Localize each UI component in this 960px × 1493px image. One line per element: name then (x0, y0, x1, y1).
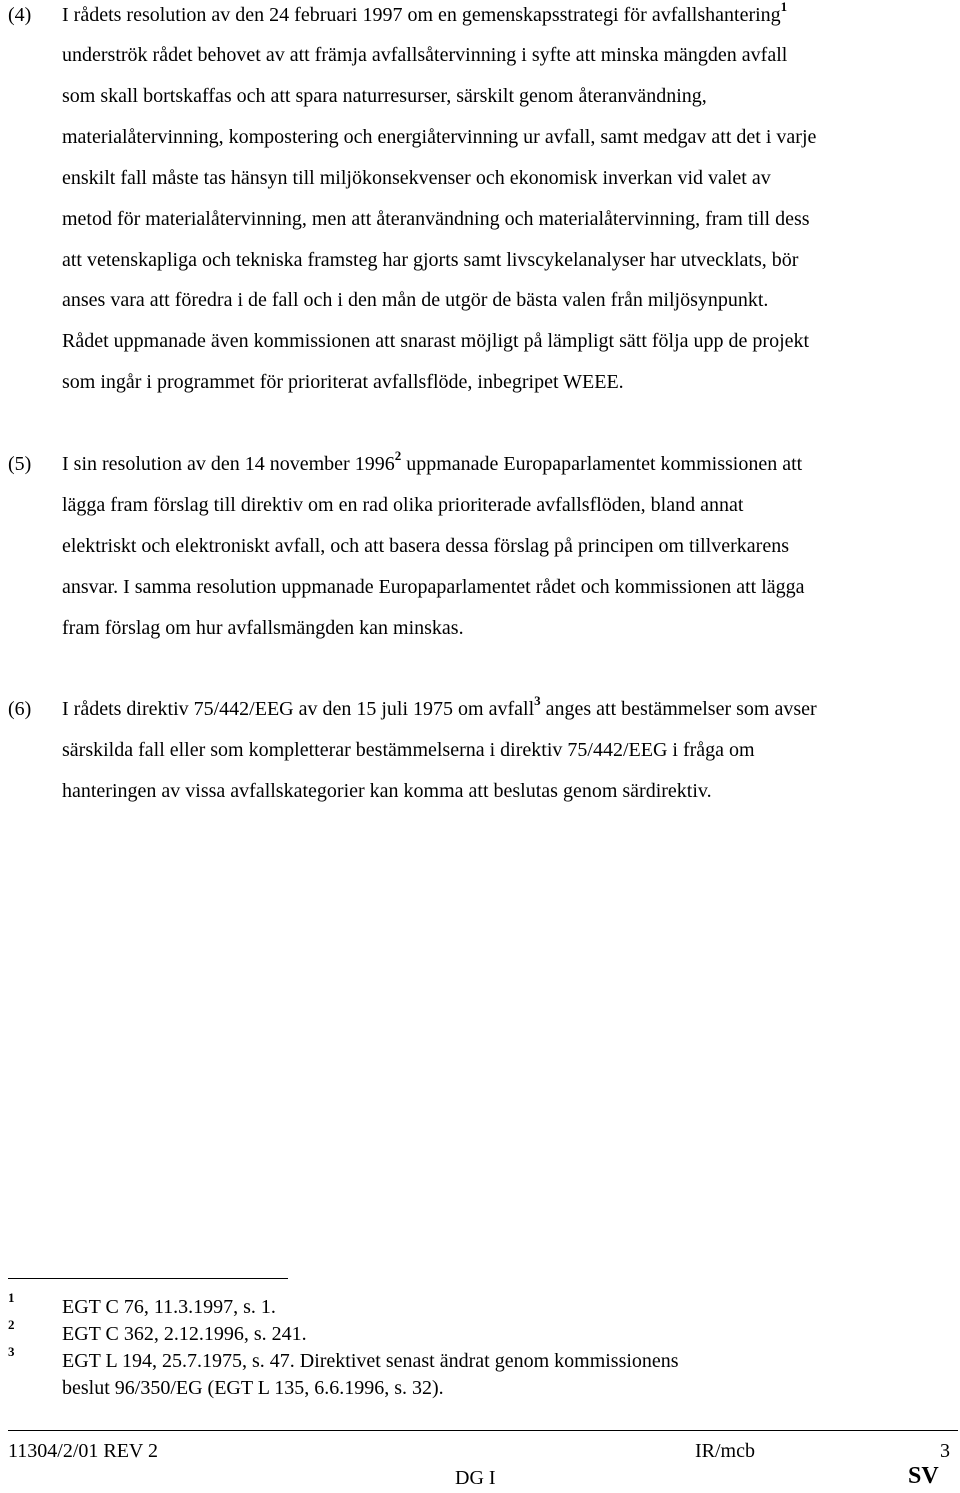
footnote-ref: 3 (534, 693, 541, 708)
text-line: fram förslag om hur avfallsmängden kan minskas. (62, 617, 464, 639)
directorate: DG I (455, 1467, 496, 1489)
text-line: underströk rådet behovet av att främja avfallsåtervinning i syfte att minska mängden avfall (62, 44, 788, 66)
footnote-ref: 1 (780, 0, 788, 14)
footnote-separator (8, 1278, 288, 1279)
footnote-text: EGT C 362, 2.12.1996, s. 241. (62, 1323, 307, 1345)
text-line: som ingår i programmet för prioriterat avfallsflöde, inbegripet WEEE. (62, 371, 624, 393)
text-line: elektriskt och elektroniskt avfall, och att basera dessa förslag på principen om tillverkarens (62, 535, 789, 557)
page-number: 3 (940, 1440, 950, 1462)
author-code: IR/mcb (695, 1440, 755, 1462)
text-line: I rådets resolution av den 24 februari 1997 om en gemenskapsstrategi för avfallshantering$^1$ (62, 0, 788, 26)
text-line: I rådets direktiv 75/442/EEG av den 15 juli 1975 om avfall$^3$ anges att bestämmelser som avser (62, 693, 817, 720)
footnote-ref: 2 (394, 448, 402, 463)
text-line: enskilt fall måste tas hänsyn till miljökonsekvenser och ekonomisk inverkan vid valet av (62, 167, 771, 189)
footnote-text: EGT C 76, 11.3.1997, s. 1. (62, 1296, 276, 1318)
text-line: I sin resolution av den 14 november 1996$^2$ uppmanade Europaparlamentet kommissionen att (62, 448, 803, 475)
doc-reference: 11304/2/01 REV 2 (8, 1440, 159, 1462)
text-line: metod för materialåtervinning, men att återanvändning och materialåtervinning, fram till dess (62, 208, 810, 230)
text-line: särskilda fall eller som kompletterar bestämmelserna i direktiv 75/442/EEG i fråga om (62, 739, 755, 761)
paragraph-number: (5) (8, 453, 32, 475)
text-line: som skall bortskaffas och att spara naturresurser, särskilt genom återanvändning, (62, 85, 707, 107)
text-line: ansvar. I samma resolution uppmanade Europaparlamentet rådet och kommissionen att lägga (62, 576, 805, 598)
footnote-text: EGT L 194, 25.7.1975, s. 47. Direktivet senast ändrat genom kommissionens (62, 1350, 679, 1372)
text-line: att vetenskapliga och tekniska framsteg har gjorts samt livscykelanalyser har utvecklats, bör (62, 249, 799, 271)
text-line: Rådet uppmanade även kommissionen att snarast möjligt på lämpligt sätt följa upp de projekt (62, 330, 810, 352)
language-code: SV (908, 1463, 939, 1489)
text-line: hanteringen av vissa avfallskategorier kan komma att beslutas genom särdirektiv. (62, 780, 712, 802)
footnote-mark: 1 (8, 1290, 15, 1305)
text-line: anses vara att föredra i de fall och i den mån de utgör de bästa valen från miljösynpunkt. (62, 289, 769, 311)
footnote-mark: 2 (8, 1317, 15, 1332)
footer-separator (8, 1430, 958, 1431)
text-line: lägga fram förslag till direktiv om en rad olika prioriterade avfallsflöden, bland annat (62, 494, 744, 516)
text-line: materialåtervinning, kompostering och energiåtervinning ur avfall, samt medgav att det i varje (62, 126, 817, 148)
footnote-mark: 3 (8, 1344, 15, 1359)
footnote-text: beslut 96/350/EG (EGT L 135, 6.6.1996, s. 32). (62, 1377, 444, 1399)
paragraph-number: (6) (8, 698, 32, 720)
paragraph-number: (4) (8, 4, 32, 26)
